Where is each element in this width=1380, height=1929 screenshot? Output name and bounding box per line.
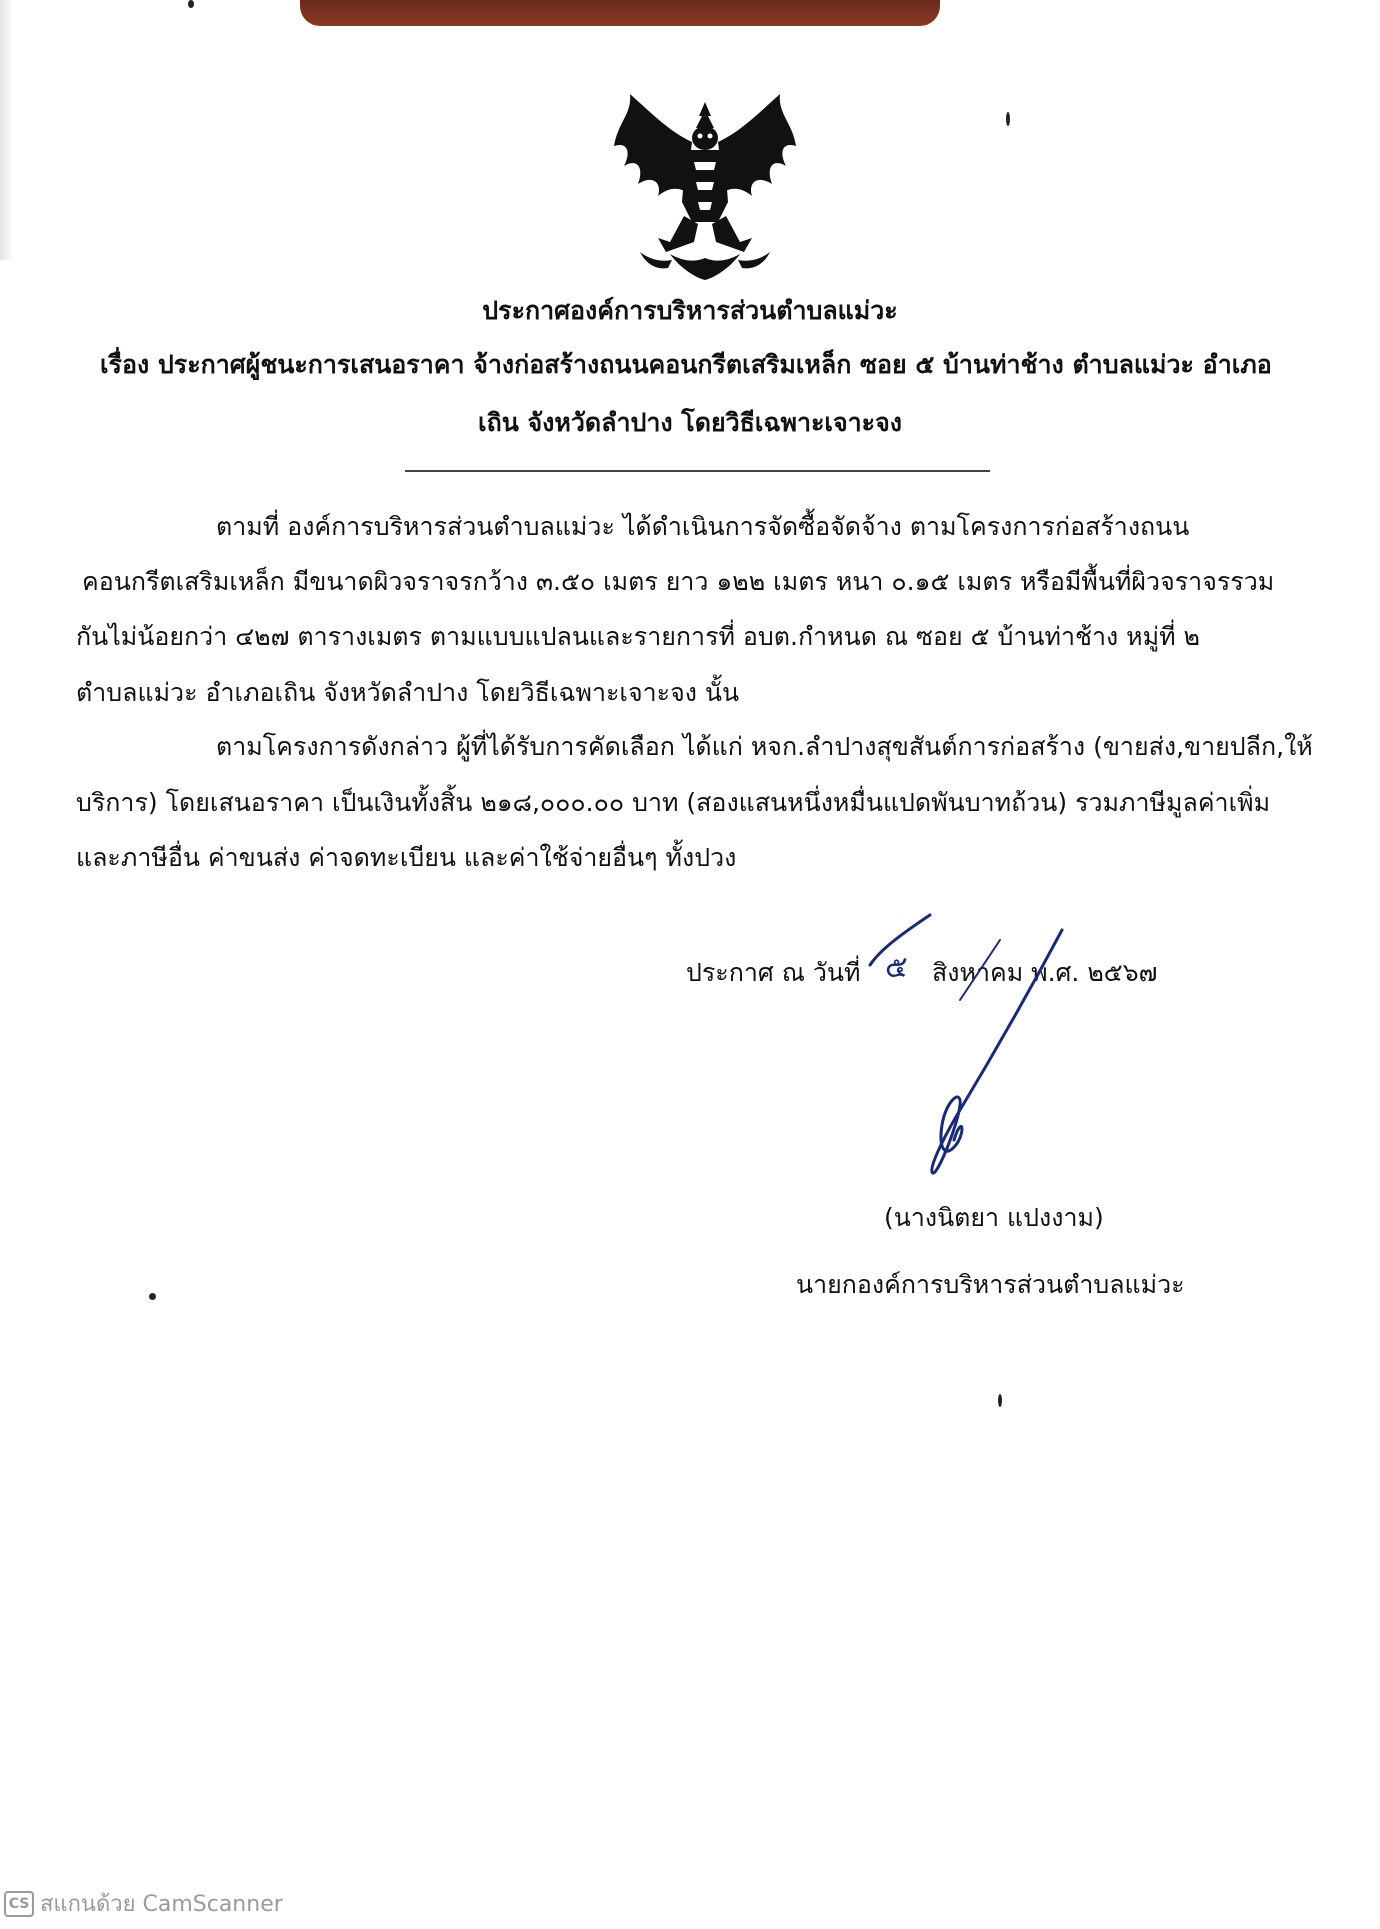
scan-speck [1006,112,1010,126]
camscanner-text: สแกนด้วย CamScanner [40,1892,283,1917]
paragraph-1-line-3: กันไม่น้อยกว่า ๔๒๗ ตารางเมตร ตามแบบแปลนและรายการที่ อบต.กำหนด ณ ซอย ๕ บ้านท่าช้าง หมู่ที่ ๒ [76,622,1201,651]
announcement-date-prefix: ประกาศ ณ วันที่ [686,958,861,987]
garuda-emblem-icon [610,92,800,282]
paragraph-1-line-2: คอนกรีตเสริมเหล็ก มีขนาดผิวจราจรกว้าง ๓.๕๐ เมตร ยาว ๑๒๒ เมตร หนา ๐.๑๕ เมตร หรือมีพื้นที่ผิวจราจรรวม [82,567,1275,596]
page-edge-shadow [0,0,14,260]
document-title: ประกาศองค์การบริหารส่วนตำบลแม่วะ [482,296,898,325]
scan-speck [998,1394,1002,1407]
announcement-date-suffix: สิงหาคม พ.ศ. ๒๕๖๗ [932,958,1158,987]
signatory-position: นายกองค์การบริหารส่วนตำบลแม่วะ [796,1270,1185,1299]
scan-speck [149,1293,156,1300]
signature-scribble-icon [850,910,1110,1250]
binder-strip [300,0,940,26]
title-divider [405,470,990,472]
subject-line-2: เถิน จังหวัดลำปาง โดยวิธีเฉพาะเจาะจง [478,408,902,437]
paragraph-1-line-1: ตามที่ องค์การบริหารส่วนตำบลแม่วะ ได้ดำเนินการจัดซื้อจัดจ้าง ตามโครงการก่อสร้างถนน [216,512,1190,541]
subject-line-1: เรื่อง ประกาศผู้ชนะการเสนอราคา จ้างก่อสร้างถนนคอนกรีตเสริมเหล็ก ซอย ๕ บ้านท่าช้าง ตำบลแม่วะ อำเภอ [100,350,1272,379]
paragraph-2-line-3: และภาษีอื่น ค่าขนส่ง ค่าจดทะเบียน และค่าใช้จ่ายอื่นๆ ทั้งปวง [76,843,737,872]
scan-speck [188,0,194,8]
camscanner-watermark [4,1886,283,1921]
signatory-name: (นางนิตยา แปงงาม) [884,1203,1104,1232]
announcement-day: ๕ [885,950,908,985]
paragraph-1-line-4: ตำบลแม่วะ อำเภอเถิน จังหวัดลำปาง โดยวิธีเฉพาะเจาะจง นั้น [76,678,740,707]
camscanner-logo-icon: CS [4,1891,34,1917]
paragraph-2-line-2: บริการ) โดยเสนอราคา เป็นเงินทั้งสิ้น ๒๑๘,๐๐๐.๐๐ บาท (สองแสนหนึ่งหมื่นแปดพันบาทถ้วน) รวมภาษีมูลค่าเพิ่ม [76,788,1271,817]
paragraph-2-line-1: ตามโครงการดังกล่าว ผู้ที่ได้รับการคัดเลือก ได้แก่ หจก.ลำปางสุขสันต์การก่อสร้าง (ขายส่ง,ขายปลีก,ให้ [216,732,1313,761]
